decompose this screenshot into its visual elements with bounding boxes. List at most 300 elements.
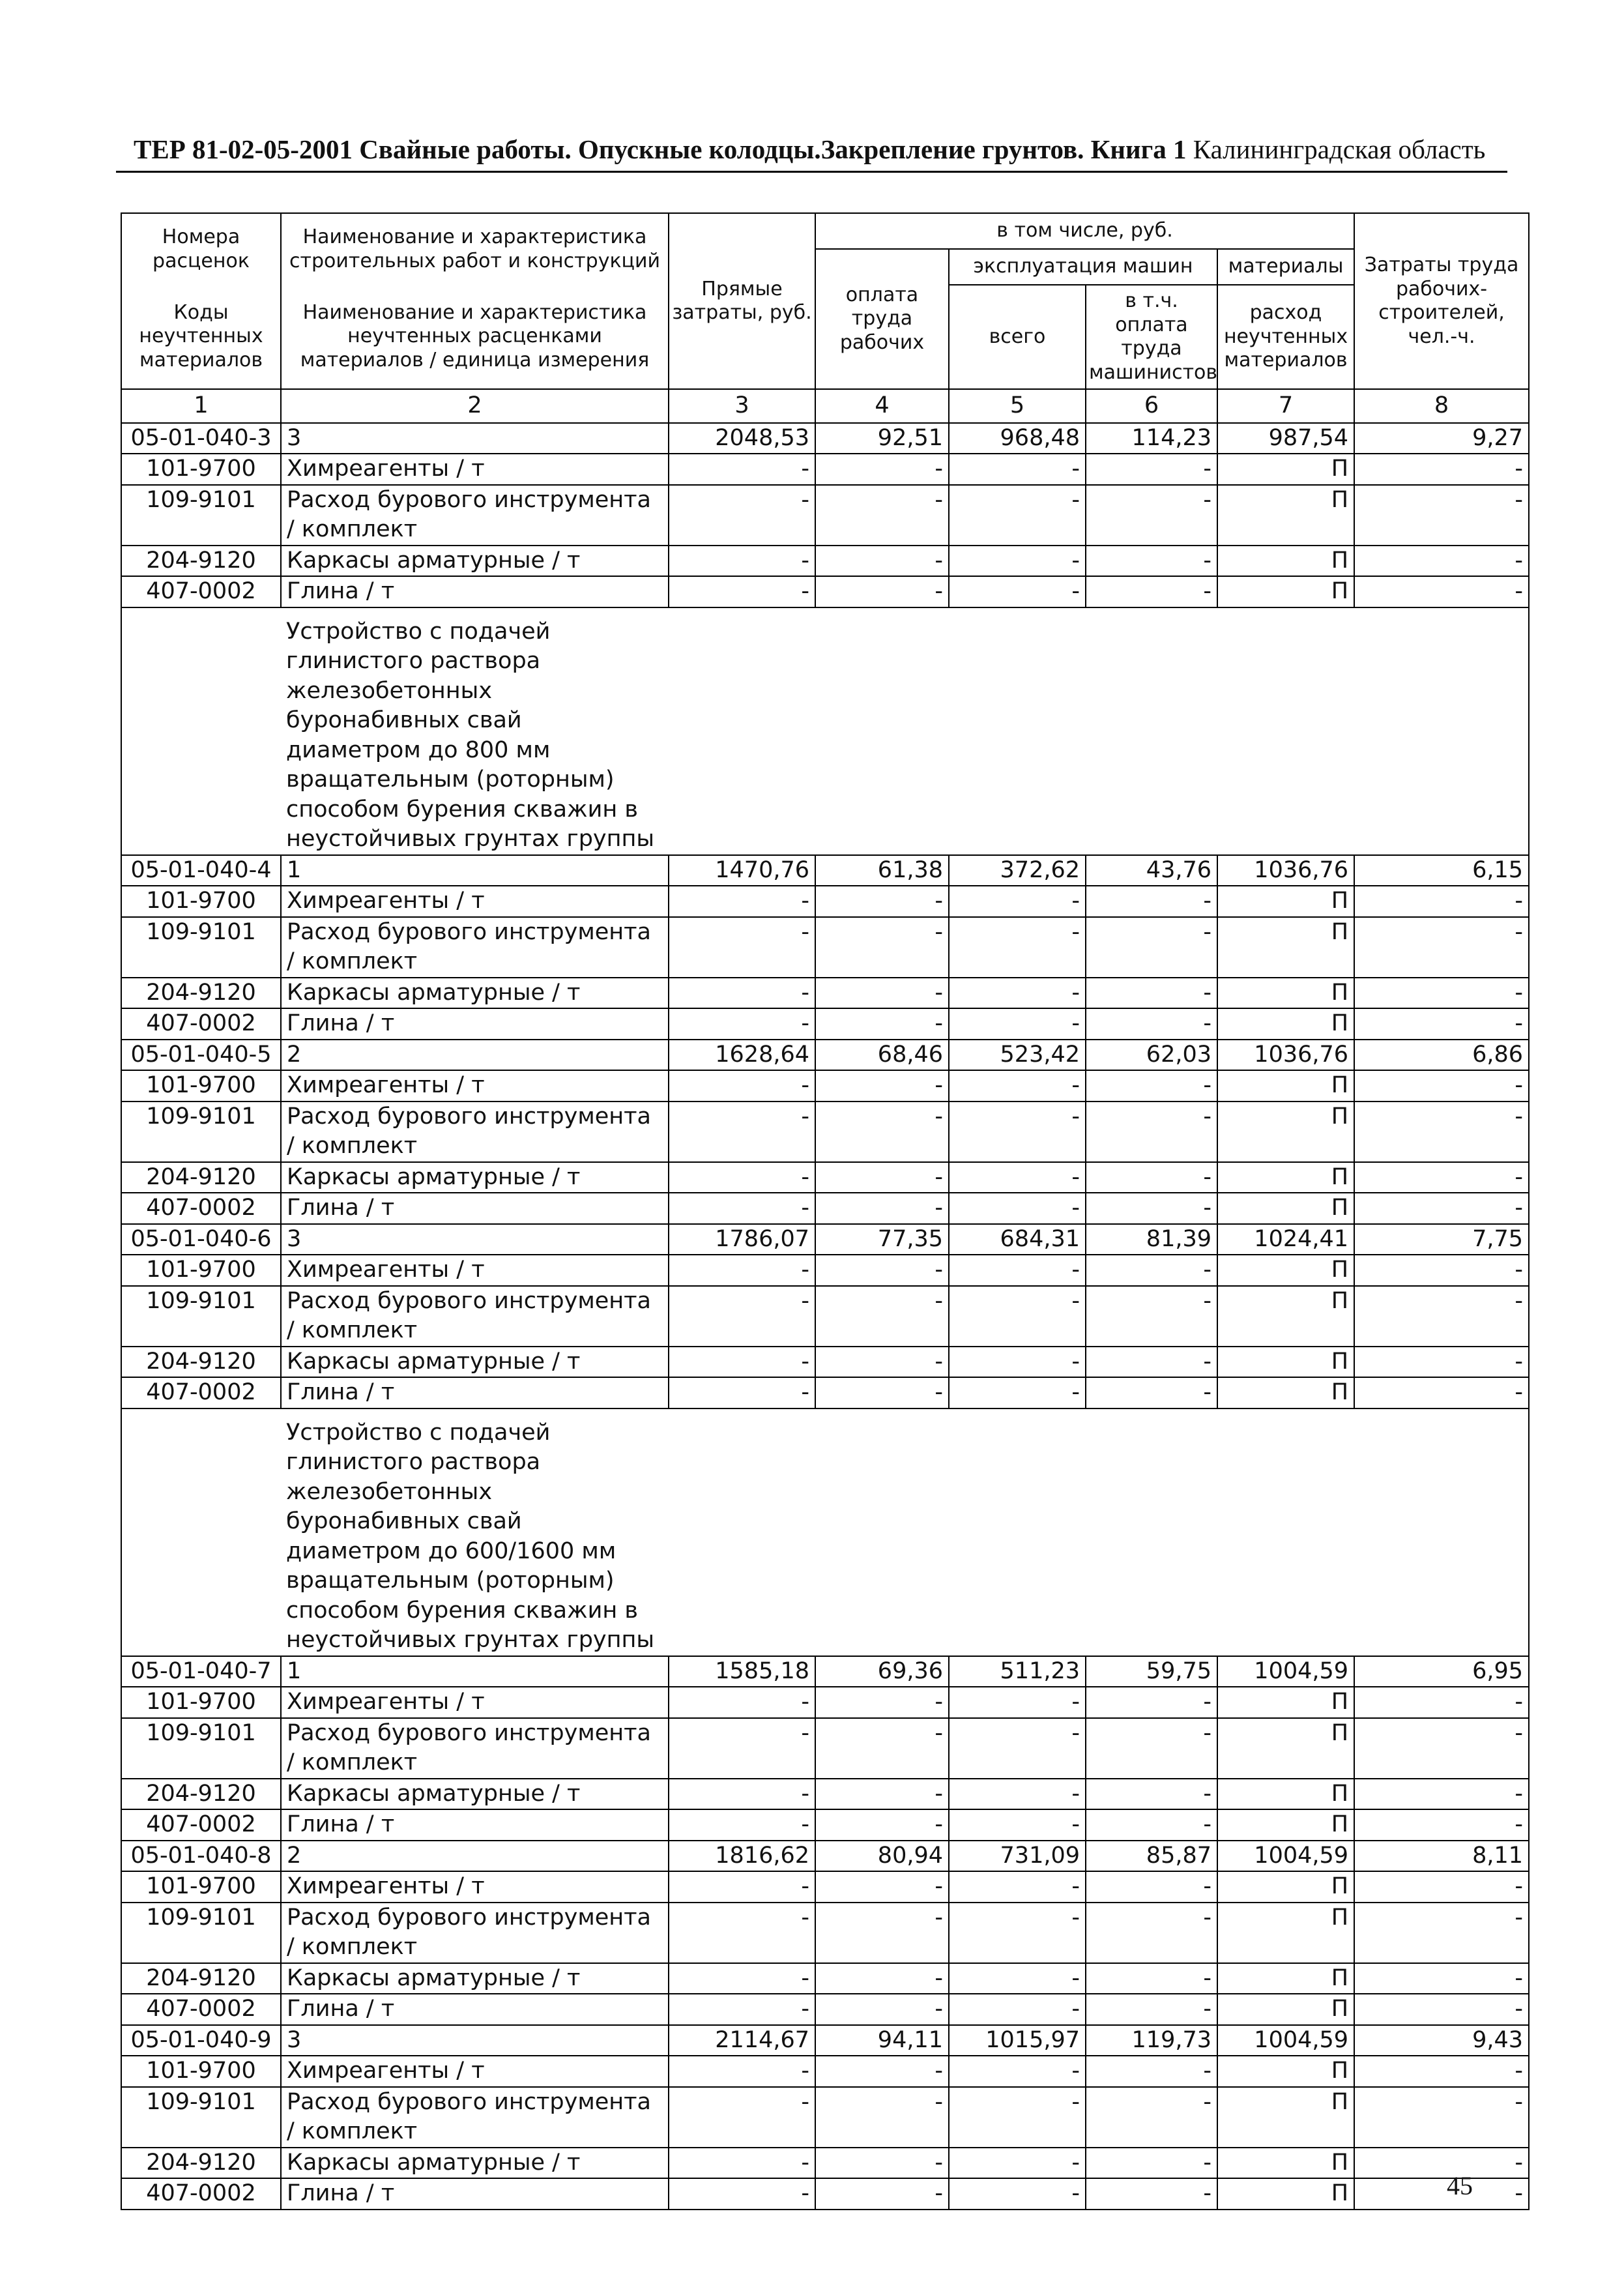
name-cell: Глина / т — [281, 1008, 669, 1040]
operator-pay-cell: - — [1086, 1687, 1217, 1718]
name-cell: 2 — [281, 1841, 669, 1872]
column-number: 5 — [949, 389, 1086, 423]
labor-hours-cell: 9,27 — [1354, 423, 1529, 454]
worker-pay-cell: - — [815, 485, 949, 546]
operator-pay-cell: - — [1086, 546, 1217, 577]
operator-pay-cell: - — [1086, 576, 1217, 607]
code-cell: 109-9101 — [121, 1718, 281, 1779]
labor-hours-cell: - — [1354, 1903, 1529, 1963]
name-cell: Глина / т — [281, 1994, 669, 2025]
worker-pay-cell: - — [815, 1809, 949, 1841]
rate-row — [121, 423, 1529, 454]
code-cell: 407-0002 — [121, 1809, 281, 1841]
rate-row — [121, 855, 1529, 886]
name-cell: Расход бурового инструмента / комплект — [281, 917, 669, 978]
direct-cost-cell: - — [669, 1994, 815, 2025]
header-title: ТЕР 81-02-05-2001 Свайные работы. Опускные колодцы.Закрепление грунтов. Книга 1 — [134, 134, 1187, 164]
operator-pay-cell: 85,87 — [1086, 1841, 1217, 1872]
name-cell: 3 — [281, 1224, 669, 1255]
header-including: в том числе, руб. — [815, 213, 1354, 249]
name-cell: 1 — [281, 855, 669, 886]
direct-cost-cell: - — [669, 1008, 815, 1040]
code-cell: 101-9700 — [121, 2056, 281, 2087]
labor-hours-cell: - — [1354, 1102, 1529, 1162]
worker-pay-cell: - — [815, 1193, 949, 1224]
materials-cell: П — [1217, 978, 1354, 1009]
machine-total-cell: - — [949, 2087, 1086, 2148]
direct-cost-cell: 1786,07 — [669, 1224, 815, 1255]
machine-total-cell: - — [949, 2056, 1086, 2087]
column-number: 1 — [121, 389, 281, 423]
materials-cell: 1004,59 — [1217, 1841, 1354, 1872]
code-cell: 407-0002 — [121, 2178, 281, 2210]
machine-total-cell: - — [949, 1871, 1086, 1903]
labor-hours-cell: - — [1354, 1008, 1529, 1040]
code-cell: 109-9101 — [121, 1286, 281, 1347]
labor-hours-cell: - — [1354, 886, 1529, 917]
direct-cost-cell: - — [669, 576, 815, 607]
direct-cost-cell: - — [669, 1162, 815, 1193]
code-cell: 05-01-040-8 — [121, 1841, 281, 1872]
name-cell: Глина / т — [281, 1377, 669, 1408]
material-row — [121, 1286, 1529, 1347]
materials-cell: П — [1217, 1994, 1354, 2025]
operator-pay-cell: - — [1086, 2087, 1217, 2148]
header-unaccounted-codes: Коды неучтенных материалов — [121, 285, 281, 389]
name-cell: Расход бурового инструмента / комплект — [281, 1286, 669, 1347]
material-row — [121, 1102, 1529, 1162]
code-cell: 407-0002 — [121, 1008, 281, 1040]
worker-pay-cell: - — [815, 1255, 949, 1286]
code-cell: 05-01-040-5 — [121, 1040, 281, 1071]
worker-pay-cell: - — [815, 2087, 949, 2148]
section-title-blank — [669, 607, 1529, 855]
name-cell: Глина / т — [281, 1809, 669, 1841]
name-cell: Расход бурового инструмента / комплект — [281, 1903, 669, 1963]
worker-pay-cell: 94,11 — [815, 2025, 949, 2056]
name-cell: 1 — [281, 1656, 669, 1687]
operator-pay-cell: - — [1086, 454, 1217, 485]
worker-pay-cell: - — [815, 1102, 949, 1162]
labor-hours-cell: - — [1354, 1809, 1529, 1841]
labor-hours-cell: - — [1354, 1994, 1529, 2025]
labor-hours-cell: - — [1354, 1377, 1529, 1408]
name-cell: Каркасы арматурные / т — [281, 1963, 669, 1994]
labor-hours-cell: - — [1354, 1871, 1529, 1903]
labor-hours-cell: - — [1354, 1162, 1529, 1193]
labor-hours-cell: - — [1354, 576, 1529, 607]
materials-cell: П — [1217, 1871, 1354, 1903]
header-direct-costs: Прямые затраты, руб. — [669, 213, 815, 389]
name-cell: Химреагенты / т — [281, 454, 669, 485]
machine-total-cell: - — [949, 1903, 1086, 1963]
materials-cell: 1004,59 — [1217, 1656, 1354, 1687]
labor-hours-cell: 9,43 — [1354, 2025, 1529, 2056]
direct-cost-cell: 1585,18 — [669, 1656, 815, 1687]
name-cell: Каркасы арматурные / т — [281, 2148, 669, 2179]
direct-cost-cell: - — [669, 2056, 815, 2087]
name-cell: 3 — [281, 423, 669, 454]
section-title-blank — [669, 1408, 1529, 1656]
direct-cost-cell: - — [669, 1255, 815, 1286]
machine-total-cell: 372,62 — [949, 855, 1086, 886]
materials-cell: 1036,76 — [1217, 855, 1354, 886]
direct-cost-cell: - — [669, 1903, 815, 1963]
column-number: 2 — [281, 389, 669, 423]
header-unaccounted-consumption: расход неучтенных материалов — [1217, 285, 1354, 389]
worker-pay-cell: 68,46 — [815, 1040, 949, 1071]
material-row — [121, 2178, 1529, 2210]
material-row — [121, 1718, 1529, 1779]
material-row — [121, 2056, 1529, 2087]
labor-hours-cell: - — [1354, 1193, 1529, 1224]
direct-cost-cell: 1816,62 — [669, 1841, 815, 1872]
rate-row — [121, 1656, 1529, 1687]
operator-pay-cell: - — [1086, 2056, 1217, 2087]
labor-hours-cell: 6,15 — [1354, 855, 1529, 886]
materials-cell: П — [1217, 1102, 1354, 1162]
labor-hours-cell: - — [1354, 1347, 1529, 1378]
direct-cost-cell: - — [669, 1779, 815, 1810]
materials-cell: П — [1217, 1779, 1354, 1810]
labor-hours-cell: - — [1354, 2056, 1529, 2087]
machine-total-cell: - — [949, 886, 1086, 917]
name-cell: Химреагенты / т — [281, 1070, 669, 1102]
operator-pay-cell: - — [1086, 1963, 1217, 1994]
material-row — [121, 1162, 1529, 1193]
name-cell: Химреагенты / т — [281, 1255, 669, 1286]
materials-cell: П — [1217, 1377, 1354, 1408]
column-number: 6 — [1086, 389, 1217, 423]
name-cell: Химреагенты / т — [281, 1687, 669, 1718]
labor-hours-cell: - — [1354, 1718, 1529, 1779]
direct-cost-cell: - — [669, 886, 815, 917]
code-cell: 204-9120 — [121, 978, 281, 1009]
code-cell: 101-9700 — [121, 1687, 281, 1718]
operator-pay-cell: 119,73 — [1086, 2025, 1217, 2056]
direct-cost-cell: - — [669, 485, 815, 546]
materials-cell: П — [1217, 485, 1354, 546]
materials-cell: 1004,59 — [1217, 2025, 1354, 2056]
labor-hours-cell: - — [1354, 2148, 1529, 2179]
machine-total-cell: - — [949, 2148, 1086, 2179]
labor-hours-cell: 8,11 — [1354, 1841, 1529, 1872]
machine-total-cell: - — [949, 1779, 1086, 1810]
code-cell: 204-9120 — [121, 1347, 281, 1378]
operator-pay-cell: - — [1086, 1193, 1217, 1224]
code-cell: 204-9120 — [121, 546, 281, 577]
materials-cell: П — [1217, 2087, 1354, 2148]
labor-hours-cell: - — [1354, 917, 1529, 978]
material-row — [121, 1809, 1529, 1841]
labor-hours-cell: - — [1354, 1963, 1529, 1994]
column-numbers-row — [121, 389, 1529, 423]
running-header — [134, 134, 1502, 165]
material-row — [121, 1255, 1529, 1286]
operator-pay-cell: - — [1086, 1347, 1217, 1378]
operator-pay-cell: - — [1086, 978, 1217, 1009]
header-materials: материалы — [1217, 249, 1354, 285]
operator-pay-cell: - — [1086, 1377, 1217, 1408]
worker-pay-cell: - — [815, 1377, 949, 1408]
operator-pay-cell: 81,39 — [1086, 1224, 1217, 1255]
materials-cell: П — [1217, 576, 1354, 607]
code-cell: 109-9101 — [121, 1903, 281, 1963]
material-row — [121, 546, 1529, 577]
materials-cell: П — [1217, 2178, 1354, 2210]
header-rule — [116, 171, 1507, 173]
direct-cost-cell: - — [669, 1377, 815, 1408]
code-cell: 101-9700 — [121, 1871, 281, 1903]
materials-cell: П — [1217, 1162, 1354, 1193]
direct-cost-cell: - — [669, 454, 815, 485]
direct-cost-cell: - — [669, 2087, 815, 2148]
labor-hours-cell: 6,86 — [1354, 1040, 1529, 1071]
material-row — [121, 1871, 1529, 1903]
direct-cost-cell: - — [669, 1102, 815, 1162]
material-row — [121, 1687, 1529, 1718]
machine-total-cell: - — [949, 1070, 1086, 1102]
material-row — [121, 1008, 1529, 1040]
operator-pay-cell: 114,23 — [1086, 423, 1217, 454]
header-work-name: Наименование и характеристика строительных работ и конструкций — [281, 213, 669, 285]
labor-hours-cell: - — [1354, 2087, 1529, 2148]
machine-total-cell: - — [949, 1809, 1086, 1841]
name-cell: Каркасы арматурные / т — [281, 546, 669, 577]
machine-total-cell: 523,42 — [949, 1040, 1086, 1071]
labor-hours-cell: 6,95 — [1354, 1656, 1529, 1687]
operator-pay-cell: 62,03 — [1086, 1040, 1217, 1071]
worker-pay-cell: - — [815, 1871, 949, 1903]
page-number: 45 — [1447, 2171, 1473, 2200]
worker-pay-cell: - — [815, 2178, 949, 2210]
direct-cost-cell: 1470,76 — [669, 855, 815, 886]
materials-cell: П — [1217, 917, 1354, 978]
code-cell: 05-01-040-4 — [121, 855, 281, 886]
column-number: 3 — [669, 389, 815, 423]
name-cell: Расход бурового инструмента / комплект — [281, 1718, 669, 1779]
materials-cell: П — [1217, 1687, 1354, 1718]
header-total: всего — [949, 285, 1086, 389]
worker-pay-cell: - — [815, 576, 949, 607]
machine-total-cell: - — [949, 917, 1086, 978]
code-cell: 101-9700 — [121, 1255, 281, 1286]
code-cell: 05-01-040-9 — [121, 2025, 281, 2056]
material-row — [121, 1193, 1529, 1224]
operator-pay-cell: 59,75 — [1086, 1656, 1217, 1687]
column-number: 7 — [1217, 389, 1354, 423]
direct-cost-cell: - — [669, 1871, 815, 1903]
worker-pay-cell: - — [815, 1162, 949, 1193]
header-region: Калининградская область — [1193, 134, 1486, 164]
operator-pay-cell: - — [1086, 886, 1217, 917]
rates-table — [121, 212, 1530, 2210]
section-title-row — [121, 607, 1529, 855]
worker-pay-cell: - — [815, 1718, 949, 1779]
worker-pay-cell: - — [815, 1070, 949, 1102]
materials-cell: 1036,76 — [1217, 1040, 1354, 1071]
materials-cell: П — [1217, 886, 1354, 917]
direct-cost-cell: 1628,64 — [669, 1040, 815, 1071]
header-rate-numbers: Номера расценок — [121, 213, 281, 285]
materials-cell: П — [1217, 1255, 1354, 1286]
name-cell: Каркасы арматурные / т — [281, 1779, 669, 1810]
operator-pay-cell: - — [1086, 1994, 1217, 2025]
material-row — [121, 1779, 1529, 1810]
rate-row — [121, 1224, 1529, 1255]
materials-cell: П — [1217, 2148, 1354, 2179]
table-body — [121, 423, 1529, 2210]
machine-total-cell: - — [949, 1286, 1086, 1347]
operator-pay-cell: - — [1086, 1286, 1217, 1347]
materials-cell: П — [1217, 1718, 1354, 1779]
code-cell: 101-9700 — [121, 1070, 281, 1102]
code-cell: 05-01-040-3 — [121, 423, 281, 454]
operator-pay-cell: - — [1086, 1809, 1217, 1841]
machine-total-cell: - — [949, 1162, 1086, 1193]
name-cell: Химреагенты / т — [281, 886, 669, 917]
operator-pay-cell: - — [1086, 1070, 1217, 1102]
operator-pay-cell: - — [1086, 917, 1217, 978]
direct-cost-cell: 2114,67 — [669, 2025, 815, 2056]
direct-cost-cell: - — [669, 1070, 815, 1102]
name-cell: Расход бурового инструмента / комплект — [281, 2087, 669, 2148]
material-row — [121, 1377, 1529, 1408]
machine-total-cell: - — [949, 1347, 1086, 1378]
rate-row — [121, 1040, 1529, 1071]
materials-cell: П — [1217, 1963, 1354, 1994]
direct-cost-cell: - — [669, 1718, 815, 1779]
operator-pay-cell: - — [1086, 1718, 1217, 1779]
code-cell: 109-9101 — [121, 1102, 281, 1162]
worker-pay-cell: - — [815, 2148, 949, 2179]
name-cell: Расход бурового инструмента / комплект — [281, 485, 669, 546]
section-title-row — [121, 1408, 1529, 1656]
material-row — [121, 1994, 1529, 2025]
operator-pay-cell: - — [1086, 2178, 1217, 2210]
materials-cell: П — [1217, 1347, 1354, 1378]
machine-total-cell: - — [949, 1718, 1086, 1779]
machine-total-cell: - — [949, 485, 1086, 546]
labor-hours-cell: - — [1354, 1687, 1529, 1718]
name-cell: Химреагенты / т — [281, 2056, 669, 2087]
worker-pay-cell: 61,38 — [815, 855, 949, 886]
materials-cell: П — [1217, 2056, 1354, 2087]
labor-hours-cell: - — [1354, 454, 1529, 485]
labor-hours-cell: - — [1354, 1779, 1529, 1810]
labor-hours-cell: - — [1354, 546, 1529, 577]
material-row — [121, 576, 1529, 607]
operator-pay-cell: - — [1086, 1008, 1217, 1040]
labor-hours-cell: - — [1354, 1286, 1529, 1347]
machine-total-cell: 968,48 — [949, 423, 1086, 454]
name-cell: Каркасы арматурные / т — [281, 1162, 669, 1193]
code-cell: 407-0002 — [121, 1377, 281, 1408]
worker-pay-cell: - — [815, 1963, 949, 1994]
worker-pay-cell: - — [815, 1687, 949, 1718]
operator-pay-cell: - — [1086, 1162, 1217, 1193]
materials-cell: П — [1217, 454, 1354, 485]
materials-cell: П — [1217, 1286, 1354, 1347]
code-cell: 407-0002 — [121, 1193, 281, 1224]
name-cell: Каркасы арматурные / т — [281, 1347, 669, 1378]
direct-cost-cell: - — [669, 1286, 815, 1347]
name-cell: Глина / т — [281, 2178, 669, 2210]
worker-pay-cell: - — [815, 978, 949, 1009]
worker-pay-cell: - — [815, 546, 949, 577]
worker-pay-cell: - — [815, 1779, 949, 1810]
rate-row — [121, 1841, 1529, 1872]
machine-total-cell: - — [949, 1994, 1086, 2025]
labor-hours-cell: - — [1354, 1070, 1529, 1102]
operator-pay-cell: 43,76 — [1086, 855, 1217, 886]
rate-row — [121, 2025, 1529, 2056]
labor-hours-cell: - — [1354, 1255, 1529, 1286]
machine-total-cell: 684,31 — [949, 1224, 1086, 1255]
code-cell: 109-9101 — [121, 2087, 281, 2148]
direct-cost-cell: - — [669, 2148, 815, 2179]
direct-cost-cell: - — [669, 1809, 815, 1841]
machine-total-cell: 511,23 — [949, 1656, 1086, 1687]
material-row — [121, 2148, 1529, 2179]
operator-pay-cell: - — [1086, 1255, 1217, 1286]
machine-total-cell: - — [949, 1008, 1086, 1040]
code-cell: 101-9700 — [121, 886, 281, 917]
name-cell: Каркасы арматурные / т — [281, 978, 669, 1009]
operator-pay-cell: - — [1086, 1871, 1217, 1903]
materials-cell: П — [1217, 546, 1354, 577]
direct-cost-cell: - — [669, 546, 815, 577]
header-unaccounted-name: Наименование и характеристика неучтенных расценками материалов / единица измерения — [281, 285, 669, 389]
material-row — [121, 2087, 1529, 2148]
direct-cost-cell: - — [669, 978, 815, 1009]
header-labor-costs: Затраты труда рабочих-строителей, чел.-ч. — [1354, 213, 1529, 389]
material-row — [121, 454, 1529, 485]
machine-total-cell: - — [949, 1963, 1086, 1994]
worker-pay-cell: - — [815, 1347, 949, 1378]
materials-cell: П — [1217, 1809, 1354, 1841]
worker-pay-cell: 69,36 — [815, 1656, 949, 1687]
machine-total-cell: - — [949, 2178, 1086, 2210]
materials-cell: П — [1217, 1903, 1354, 1963]
worker-pay-cell: 92,51 — [815, 423, 949, 454]
name-cell: Расход бурового инструмента / комплект — [281, 1102, 669, 1162]
material-row — [121, 917, 1529, 978]
machine-total-cell: 1015,97 — [949, 2025, 1086, 2056]
worker-pay-cell: - — [815, 1994, 949, 2025]
machine-total-cell: - — [949, 1687, 1086, 1718]
materials-cell: П — [1217, 1193, 1354, 1224]
name-cell: 3 — [281, 2025, 669, 2056]
materials-cell: П — [1217, 1008, 1354, 1040]
material-row — [121, 978, 1529, 1009]
materials-cell: П — [1217, 1070, 1354, 1102]
code-cell: 109-9101 — [121, 485, 281, 546]
header-machine-operation: эксплуатация машин — [949, 249, 1217, 285]
worker-pay-cell: - — [815, 1903, 949, 1963]
worker-pay-cell: - — [815, 1008, 949, 1040]
direct-cost-cell: 2048,53 — [669, 423, 815, 454]
worker-pay-cell: - — [815, 1286, 949, 1347]
worker-pay-cell: 77,35 — [815, 1224, 949, 1255]
operator-pay-cell: - — [1086, 2148, 1217, 2179]
worker-pay-cell: - — [815, 917, 949, 978]
labor-hours-cell: - — [1354, 2178, 1529, 2210]
direct-cost-cell: - — [669, 2178, 815, 2210]
direct-cost-cell: - — [669, 1193, 815, 1224]
column-number: 8 — [1354, 389, 1529, 423]
code-cell: 204-9120 — [121, 2148, 281, 2179]
